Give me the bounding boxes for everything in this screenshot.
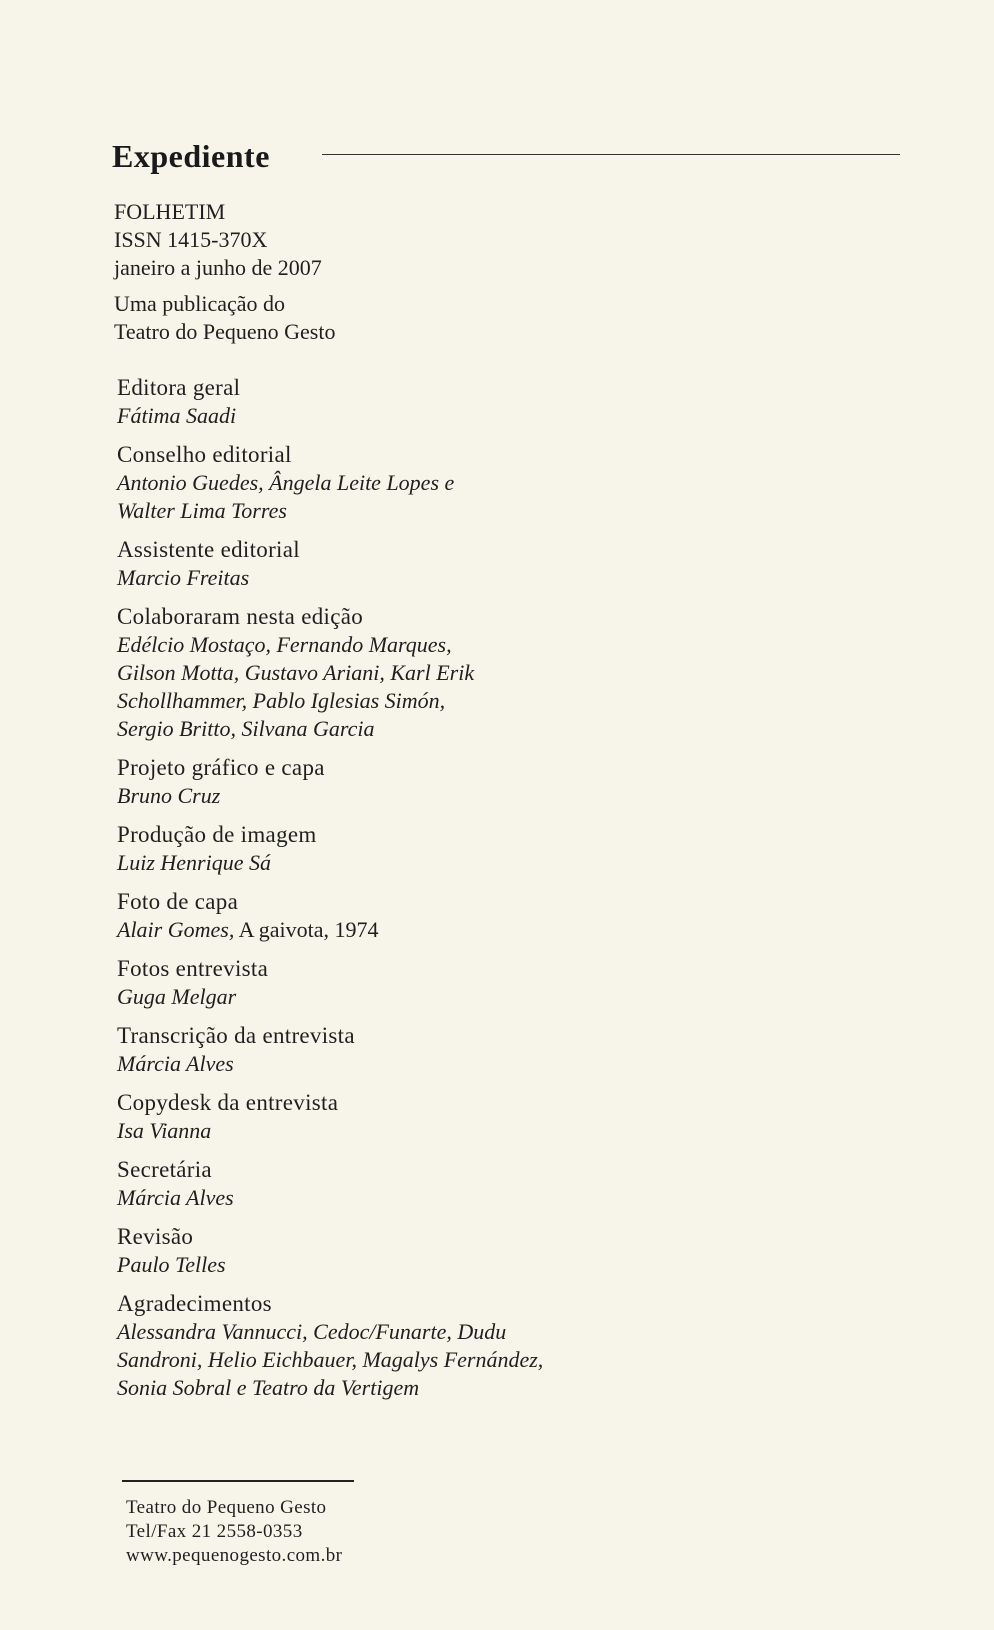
credit-name-line: Marcio Freitas xyxy=(117,565,250,590)
credit-names xyxy=(117,402,817,430)
credit-role: Agradecimentos xyxy=(117,1291,272,1316)
credit-item xyxy=(117,374,817,430)
credit-name-line: Gilson Motta, Gustavo Ariani, Karl Erik xyxy=(117,660,475,685)
credit-name-line: Sergio Britto, Silvana Garcia xyxy=(117,716,375,741)
credit-names xyxy=(117,983,817,1011)
credit-name-line: Fátima Saadi xyxy=(117,403,237,428)
footer-website: www.pequenogesto.com.br xyxy=(126,1545,343,1566)
credit-role: Copydesk da entrevista xyxy=(117,1090,339,1115)
credit-item xyxy=(117,1290,817,1402)
masthead xyxy=(112,136,900,176)
publication-period: janeiro a junho de 2007 xyxy=(114,255,322,280)
cover-photo-title: A gaivota, 1974 xyxy=(234,917,379,942)
credit-names xyxy=(117,1318,817,1402)
credit-name-line: Luiz Henrique Sá xyxy=(117,850,271,875)
credit-role: Secretária xyxy=(117,1157,212,1182)
credit-item xyxy=(117,441,817,525)
credit-item xyxy=(117,1022,817,1078)
credit-item xyxy=(117,821,817,877)
credit-name-line: Guga Melgar xyxy=(117,984,237,1009)
credit-role: Transcrição da entrevista xyxy=(117,1023,355,1048)
credit-name-line: Márcia Alves xyxy=(117,1185,234,1210)
credit-name-line: Paulo Telles xyxy=(117,1252,226,1277)
credit-name-line: Antonio Guedes, Ângela Leite Lopes e xyxy=(117,470,455,495)
credit-role: Assistente editorial xyxy=(117,537,300,562)
credit-names xyxy=(117,1050,817,1078)
footer-org: Teatro do Pequeno Gesto xyxy=(126,1497,327,1518)
cover-photo-author: Alair Gomes, xyxy=(117,917,235,942)
credit-item xyxy=(117,1156,817,1212)
publisher-line-1: Uma publicação do xyxy=(114,291,286,316)
credit-name-line: Bruno Cruz xyxy=(117,783,221,808)
credit-role: Editora geral xyxy=(117,375,241,400)
publication-issn: ISSN 1415-370X xyxy=(114,227,268,252)
credit-role: Produção de imagem xyxy=(117,822,317,847)
credit-names xyxy=(117,849,817,877)
credit-name-line: Alessandra Vannucci, Cedoc/Funarte, Dudu xyxy=(117,1319,507,1344)
credit-names xyxy=(117,631,817,743)
credit-name-line xyxy=(117,916,817,944)
credit-names xyxy=(117,564,817,592)
publication-name: FOLHETIM xyxy=(114,199,226,224)
credit-names xyxy=(117,916,817,944)
credit-item xyxy=(117,955,817,1011)
credit-role: Colaboraram nesta edição xyxy=(117,604,364,629)
credit-name-line: Sandroni, Helio Eichbauer, Magalys Fernández, xyxy=(117,1347,544,1372)
credit-names xyxy=(117,1251,817,1279)
footer-rule xyxy=(122,1480,354,1482)
title-rule xyxy=(322,154,900,155)
credit-item xyxy=(117,1089,817,1145)
credit-name-line: Sonia Sobral e Teatro da Vertigem xyxy=(117,1375,420,1400)
credit-names xyxy=(117,1117,817,1145)
credit-item xyxy=(117,536,817,592)
credit-role: Foto de capa xyxy=(117,889,239,914)
credit-name-line: Isa Vianna xyxy=(117,1118,212,1143)
credit-name-line: Schollhammer, Pablo Iglesias Simón, xyxy=(117,688,446,713)
publication-info xyxy=(114,198,335,346)
credit-item xyxy=(117,754,817,810)
page-title: Expediente xyxy=(112,138,270,174)
credit-name-line: Walter Lima Torres xyxy=(117,498,287,523)
credit-role: Projeto gráfico e capa xyxy=(117,755,325,780)
publisher-line-2: Teatro do Pequeno Gesto xyxy=(114,319,336,344)
footer-phone: Tel/Fax 21 2558-0353 xyxy=(126,1521,303,1542)
credits-list xyxy=(117,374,817,1413)
credit-name-line: Edélcio Mostaço, Fernando Marques, xyxy=(117,632,452,657)
credit-item xyxy=(117,1223,817,1279)
footer-contact xyxy=(126,1496,342,1568)
credit-role: Conselho editorial xyxy=(117,442,292,467)
credit-item xyxy=(117,603,817,743)
credit-names xyxy=(117,782,817,810)
credit-role: Revisão xyxy=(117,1224,194,1249)
credit-role: Fotos entrevista xyxy=(117,956,269,981)
credit-names xyxy=(117,469,817,525)
credit-name-line: Márcia Alves xyxy=(117,1051,234,1076)
credit-item xyxy=(117,888,817,944)
credit-names xyxy=(117,1184,817,1212)
